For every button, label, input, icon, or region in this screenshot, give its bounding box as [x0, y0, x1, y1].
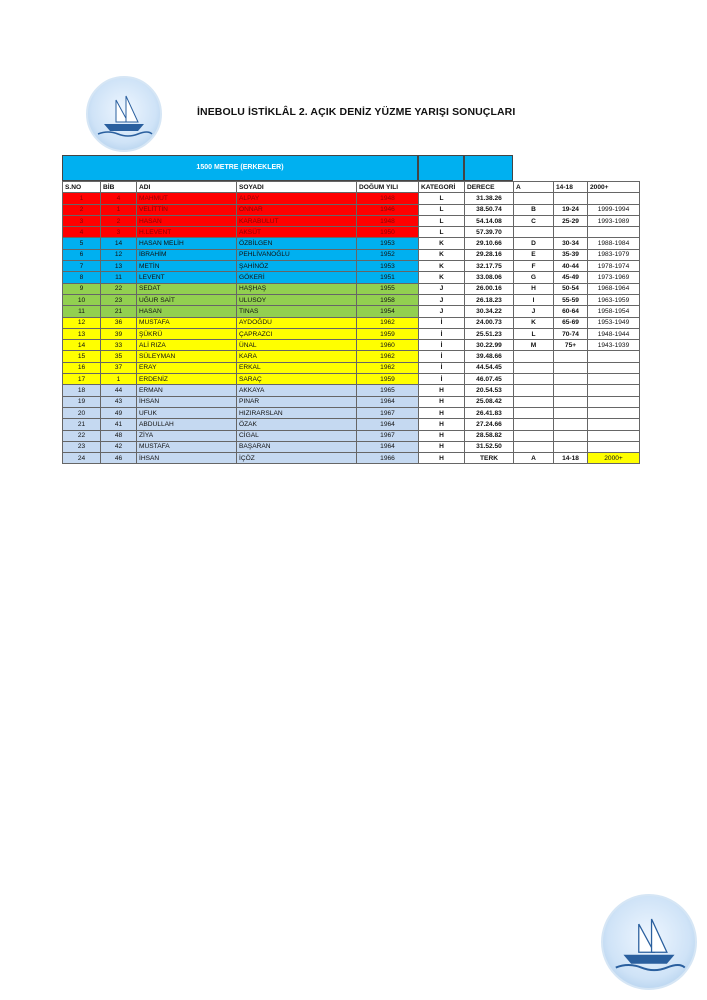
cell-dogum: 1959	[357, 328, 419, 339]
cell-derece: 30.34.22	[465, 306, 514, 317]
category-code: D	[514, 238, 554, 249]
category-code: L	[514, 328, 554, 339]
cell-sno: 8	[63, 272, 101, 283]
cell-kategori: K	[419, 249, 465, 260]
category-age-range: 70-74	[554, 328, 588, 339]
cell-sno: 17	[63, 374, 101, 385]
cell-sno: 15	[63, 351, 101, 362]
cell-soyadi: AYDOĞDU	[237, 317, 357, 328]
category-years	[588, 385, 640, 396]
table-row	[63, 215, 640, 226]
category-age-range: 35-39	[554, 249, 588, 260]
category-years: 1948-1944	[588, 328, 640, 339]
cell-adi: SEDAT	[137, 283, 237, 294]
cell-soyadi: AKKAYA	[237, 385, 357, 396]
cell-derece: 31.38.26	[465, 193, 514, 204]
category-years: 1953-1949	[588, 317, 640, 328]
cell-derece: 30.22.99	[465, 340, 514, 351]
cell-dogum: 1951	[357, 272, 419, 283]
cell-derece: 25.08.42	[465, 396, 514, 407]
header-kategori: KATEGORİ	[419, 182, 465, 193]
category-years: 1988-1984	[588, 238, 640, 249]
cell-dogum: 1962	[357, 362, 419, 373]
cell-adi: ERMAN	[137, 385, 237, 396]
category-age-range	[554, 351, 588, 362]
cell-kategori: J	[419, 283, 465, 294]
header-dogum: DOĞUM YILI	[357, 182, 419, 193]
cell-sno: 11	[63, 306, 101, 317]
cell-kategori: K	[419, 272, 465, 283]
category-code	[514, 385, 554, 396]
cell-sno: 14	[63, 340, 101, 351]
cell-bib: 33	[101, 340, 137, 351]
category-years: 1963-1959	[588, 294, 640, 305]
table-row	[63, 396, 640, 407]
category-age-range: 14-18	[554, 453, 588, 464]
cell-dogum: 1964	[357, 441, 419, 452]
category-years	[588, 441, 640, 452]
cell-bib: 12	[101, 249, 137, 260]
category-years	[588, 430, 640, 441]
cell-derece: 44.54.45	[465, 362, 514, 373]
cell-bib: 49	[101, 407, 137, 418]
cell-bib: 1	[101, 204, 137, 215]
cell-bib: 44	[101, 385, 137, 396]
cell-soyadi: ÇAPRAZCI	[237, 328, 357, 339]
cell-dogum: 1962	[357, 351, 419, 362]
cell-soyadi: SARAÇ	[237, 374, 357, 385]
cell-derece: 25.51.23	[465, 328, 514, 339]
category-age-range	[554, 419, 588, 430]
cell-kategori: İ	[419, 374, 465, 385]
cell-kategori: H	[419, 396, 465, 407]
table-row	[63, 317, 640, 328]
table-row	[63, 283, 640, 294]
table-row	[63, 294, 640, 305]
cell-adi: İHSAN	[137, 453, 237, 464]
cell-derece: 24.00.73	[465, 317, 514, 328]
cell-adi: ERDENİZ	[137, 374, 237, 385]
category-years	[588, 362, 640, 373]
cell-adi: VELİTTİN	[137, 204, 237, 215]
cell-kategori: İ	[419, 362, 465, 373]
category-age-range	[554, 441, 588, 452]
cell-sno: 12	[63, 317, 101, 328]
header-adi: ADI	[137, 182, 237, 193]
cell-adi: SÜLEYMAN	[137, 351, 237, 362]
cell-soyadi: ÖZBİLGEN	[237, 238, 357, 249]
cell-kategori: L	[419, 193, 465, 204]
page-title: İNEBOLU İSTİKLÂL 2. AÇIK DENİZ YÜZME YARIŞI SONUÇLARI	[197, 106, 516, 118]
cell-soyadi: ERKAL	[237, 362, 357, 373]
cell-sno: 22	[63, 430, 101, 441]
cell-bib: 43	[101, 396, 137, 407]
cell-derece: TERK	[465, 453, 514, 464]
header-row	[63, 182, 640, 193]
cell-adi: MUSTAFA	[137, 441, 237, 452]
cell-derece: 33.08.06	[465, 272, 514, 283]
table-row	[63, 385, 640, 396]
cell-dogum: 1952	[357, 249, 419, 260]
ship-icon	[88, 78, 160, 150]
cell-kategori: L	[419, 215, 465, 226]
category-age-range: 75+	[554, 340, 588, 351]
category-age-range: 50-54	[554, 283, 588, 294]
table-row	[63, 193, 640, 204]
cell-soyadi: HIZIRARSLAN	[237, 407, 357, 418]
category-age-range: 65-69	[554, 317, 588, 328]
header-sno: S.NO	[63, 182, 101, 193]
category-years: 1978-1974	[588, 261, 640, 272]
table-row	[63, 340, 640, 351]
table-row	[63, 362, 640, 373]
category-years: 1958-1954	[588, 306, 640, 317]
category-age-range	[554, 407, 588, 418]
cell-dogum: 1962	[357, 317, 419, 328]
cell-soyadi: HAŞHAŞ	[237, 283, 357, 294]
cell-soyadi: KARABULUT	[237, 215, 357, 226]
cell-dogum: 1948	[357, 193, 419, 204]
cell-sno: 1	[63, 193, 101, 204]
table-row	[63, 441, 640, 452]
cell-soyadi: ŞAHİNÖZ	[237, 261, 357, 272]
category-years: 1999-1994	[588, 204, 640, 215]
cell-bib: 23	[101, 294, 137, 305]
cell-adi: ZİYA	[137, 430, 237, 441]
cell-bib: 36	[101, 317, 137, 328]
cell-soyadi: GÖKERİ	[237, 272, 357, 283]
cell-bib: 48	[101, 430, 137, 441]
cell-adi: ŞÜKRÜ	[137, 328, 237, 339]
cell-sno: 20	[63, 407, 101, 418]
category-code: J	[514, 306, 554, 317]
cell-adi: ABDULLAH	[137, 419, 237, 430]
cell-sno: 19	[63, 396, 101, 407]
category-years: 2000+	[588, 182, 640, 193]
cell-bib: 13	[101, 261, 137, 272]
cell-derece: 28.58.82	[465, 430, 514, 441]
cell-kategori: H	[419, 441, 465, 452]
table-row	[63, 238, 640, 249]
cell-kategori: J	[419, 306, 465, 317]
ship-icon	[603, 896, 695, 988]
results-table	[62, 181, 640, 464]
cell-sno: 4	[63, 227, 101, 238]
table-row	[63, 351, 640, 362]
cell-soyadi: PINAR	[237, 396, 357, 407]
cell-sno: 2	[63, 204, 101, 215]
table-row	[63, 261, 640, 272]
cell-dogum: 1964	[357, 419, 419, 430]
cell-adi: H.LEVENT	[137, 227, 237, 238]
cell-sno: 10	[63, 294, 101, 305]
category-code	[514, 396, 554, 407]
cell-sno: 3	[63, 215, 101, 226]
category-years	[588, 407, 640, 418]
inebolu-municipality-logo-footer	[601, 894, 697, 990]
table-row	[63, 453, 640, 464]
event-banner: 1500 METRE (ERKEKLER)	[62, 155, 418, 181]
category-code	[514, 193, 554, 204]
category-code: G	[514, 272, 554, 283]
cell-kategori: İ	[419, 351, 465, 362]
cell-adi: UĞUR SAİT	[137, 294, 237, 305]
cell-kategori: H	[419, 385, 465, 396]
category-years: 2000+	[588, 453, 640, 464]
category-years: 1968-1964	[588, 283, 640, 294]
cell-adi: ALİ RIZA	[137, 340, 237, 351]
cell-kategori: L	[419, 227, 465, 238]
cell-bib: 39	[101, 328, 137, 339]
cell-adi: HASAN	[137, 306, 237, 317]
cell-kategori: H	[419, 453, 465, 464]
cell-soyadi: AKSÜT	[237, 227, 357, 238]
cell-sno: 16	[63, 362, 101, 373]
banner-extra-cell	[418, 155, 464, 181]
cell-soyadi: ALPAY	[237, 193, 357, 204]
category-code: E	[514, 249, 554, 260]
category-age-range: 40-44	[554, 261, 588, 272]
table-row	[63, 374, 640, 385]
category-code	[514, 227, 554, 238]
cell-bib: 2	[101, 215, 137, 226]
cell-dogum: 1955	[357, 283, 419, 294]
category-code: I	[514, 294, 554, 305]
category-code: C	[514, 215, 554, 226]
cell-derece: 20.54.53	[465, 385, 514, 396]
cell-dogum: 1953	[357, 261, 419, 272]
cell-derece: 29.10.66	[465, 238, 514, 249]
cell-soyadi: BAŞARAN	[237, 441, 357, 452]
header-bib: BİB	[101, 182, 137, 193]
cell-bib: 22	[101, 283, 137, 294]
category-code	[514, 419, 554, 430]
cell-adi: UFUK	[137, 407, 237, 418]
cell-bib: 46	[101, 453, 137, 464]
table-row	[63, 419, 640, 430]
category-code	[514, 374, 554, 385]
cell-dogum: 1960	[357, 340, 419, 351]
cell-soyadi: ÖZAK	[237, 419, 357, 430]
cell-kategori: İ	[419, 328, 465, 339]
cell-sno: 9	[63, 283, 101, 294]
cell-adi: İBRAHİM	[137, 249, 237, 260]
category-age-range: 25-29	[554, 215, 588, 226]
cell-bib: 41	[101, 419, 137, 430]
cell-derece: 29.28.16	[465, 249, 514, 260]
category-code: A	[514, 453, 554, 464]
category-code: F	[514, 261, 554, 272]
cell-kategori: J	[419, 294, 465, 305]
cell-bib: 4	[101, 193, 137, 204]
cell-soyadi: ONNAR	[237, 204, 357, 215]
cell-dogum: 1954	[357, 306, 419, 317]
category-years: 1973-1969	[588, 272, 640, 283]
cell-sno: 13	[63, 328, 101, 339]
cell-sno: 24	[63, 453, 101, 464]
cell-sno: 23	[63, 441, 101, 452]
category-years	[588, 193, 640, 204]
cell-kategori: L	[419, 204, 465, 215]
table-row	[63, 249, 640, 260]
banner-extra-cell	[464, 155, 513, 181]
cell-derece: 46.07.45	[465, 374, 514, 385]
cell-derece: 27.24.66	[465, 419, 514, 430]
cell-sno: 7	[63, 261, 101, 272]
category-code	[514, 407, 554, 418]
category-years: 1993-1989	[588, 215, 640, 226]
category-years	[588, 419, 640, 430]
cell-dogum: 1946	[357, 204, 419, 215]
table-row	[63, 227, 640, 238]
cell-kategori: İ	[419, 340, 465, 351]
cell-derece: 57.39.70	[465, 227, 514, 238]
category-years	[588, 351, 640, 362]
cell-derece: 39.48.66	[465, 351, 514, 362]
table-row	[63, 430, 640, 441]
cell-dogum: 1953	[357, 238, 419, 249]
category-age-range	[554, 396, 588, 407]
cell-dogum: 1966	[357, 453, 419, 464]
cell-adi: HASAN	[137, 215, 237, 226]
cell-kategori: K	[419, 261, 465, 272]
cell-bib: 3	[101, 227, 137, 238]
cell-sno: 6	[63, 249, 101, 260]
category-age-range	[554, 193, 588, 204]
cell-adi: İHSAN	[137, 396, 237, 407]
cell-dogum: 1964	[357, 396, 419, 407]
cell-bib: 11	[101, 272, 137, 283]
category-age-range	[554, 385, 588, 396]
category-age-range	[554, 374, 588, 385]
category-age-range: 30-34	[554, 238, 588, 249]
cell-bib: 1	[101, 374, 137, 385]
cell-bib: 42	[101, 441, 137, 452]
category-years	[588, 374, 640, 385]
category-age-range: 14-18	[554, 182, 588, 193]
cell-soyadi: ULUSOY	[237, 294, 357, 305]
table-row	[63, 204, 640, 215]
cell-soyadi: TINAS	[237, 306, 357, 317]
cell-adi: HASAN MELİH	[137, 238, 237, 249]
category-age-range	[554, 362, 588, 373]
category-code: K	[514, 317, 554, 328]
category-age-range	[554, 430, 588, 441]
table-row	[63, 272, 640, 283]
category-age-range: 45-49	[554, 272, 588, 283]
category-code	[514, 430, 554, 441]
cell-adi: ERAY	[137, 362, 237, 373]
cell-dogum: 1950	[357, 227, 419, 238]
cell-derece: 26.00.16	[465, 283, 514, 294]
cell-kategori: H	[419, 419, 465, 430]
table-row	[63, 306, 640, 317]
cell-bib: 35	[101, 351, 137, 362]
table-row	[63, 407, 640, 418]
cell-kategori: H	[419, 407, 465, 418]
cell-sno: 18	[63, 385, 101, 396]
category-age-range: 55-59	[554, 294, 588, 305]
cell-kategori: İ	[419, 317, 465, 328]
category-years	[588, 227, 640, 238]
cell-dogum: 1967	[357, 430, 419, 441]
category-code	[514, 362, 554, 373]
cell-sno: 5	[63, 238, 101, 249]
category-code: M	[514, 340, 554, 351]
cell-bib: 21	[101, 306, 137, 317]
cell-soyadi: CİGAL	[237, 430, 357, 441]
inebolu-municipality-logo	[86, 76, 162, 152]
cell-derece: 32.17.75	[465, 261, 514, 272]
category-code: B	[514, 204, 554, 215]
cell-soyadi: ÜNAL	[237, 340, 357, 351]
category-age-range: 19-24	[554, 204, 588, 215]
cell-dogum: 1948	[357, 215, 419, 226]
cell-adi: LEVENT	[137, 272, 237, 283]
cell-soyadi: İÇÖZ	[237, 453, 357, 464]
cell-dogum: 1959	[357, 374, 419, 385]
cell-bib: 14	[101, 238, 137, 249]
header-soyadi: SOYADI	[237, 182, 357, 193]
category-years: 1943-1939	[588, 340, 640, 351]
category-code	[514, 441, 554, 452]
cell-derece: 38.50.74	[465, 204, 514, 215]
category-years	[588, 396, 640, 407]
category-code: A	[514, 182, 554, 193]
cell-derece: 26.41.83	[465, 407, 514, 418]
category-years: 1983-1979	[588, 249, 640, 260]
category-code: H	[514, 283, 554, 294]
cell-adi: MUSTAFA	[137, 317, 237, 328]
cell-bib: 37	[101, 362, 137, 373]
cell-dogum: 1967	[357, 407, 419, 418]
header-derece: DERECE	[465, 182, 514, 193]
cell-adi: METİN	[137, 261, 237, 272]
category-age-range	[554, 227, 588, 238]
cell-soyadi: PEHLİVANOĞLU	[237, 249, 357, 260]
cell-derece: 31.52.50	[465, 441, 514, 452]
cell-derece: 26.18.23	[465, 294, 514, 305]
cell-sno: 21	[63, 419, 101, 430]
category-code	[514, 351, 554, 362]
cell-dogum: 1965	[357, 385, 419, 396]
cell-soyadi: KARA	[237, 351, 357, 362]
cell-kategori: K	[419, 238, 465, 249]
cell-derece: 54.14.08	[465, 215, 514, 226]
table-row	[63, 328, 640, 339]
cell-kategori: H	[419, 430, 465, 441]
cell-adi: MAHMUT	[137, 193, 237, 204]
cell-dogum: 1958	[357, 294, 419, 305]
category-age-range: 60-64	[554, 306, 588, 317]
